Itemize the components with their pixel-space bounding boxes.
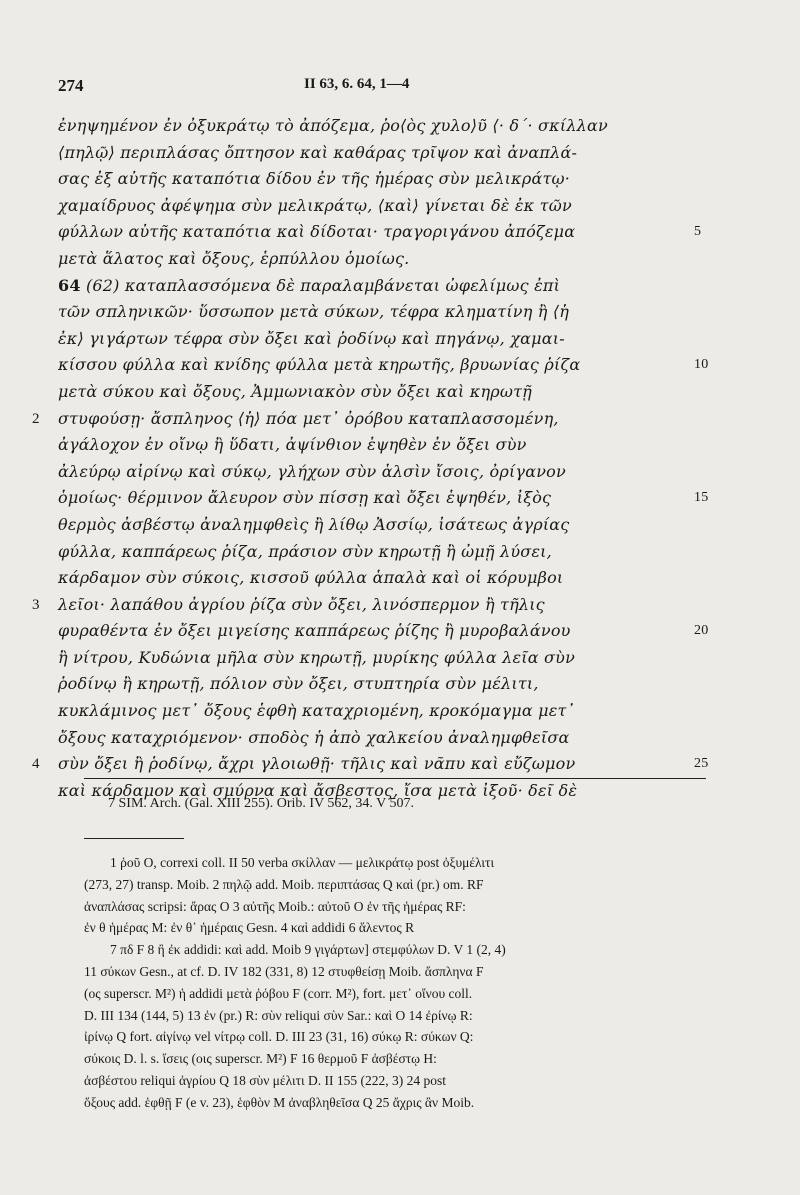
apparatus-line — [0, 961, 800, 983]
text-line-content: κίσσου φύλλα καὶ κνίδης φύλλα μετὰ κηρωτῆς, βρυωνίας ῥίζα — [58, 355, 581, 375]
text-line — [0, 698, 800, 725]
text-line — [0, 352, 800, 379]
text-line-content: στυφούσῃ· ἄσπληνος ⟨ἡ⟩ πόα μετ᾿ ὀρόβου καταπλασσομένη, — [58, 408, 559, 428]
text-line-content: φύλλων αὐτῆς καταπότια καὶ δίδοται· τραγοριγάνου ἀπόζεμα — [58, 222, 576, 242]
apparatus-divider — [84, 838, 184, 839]
marginal-section-number: 2 — [32, 410, 40, 427]
critical-apparatus — [0, 852, 800, 1114]
apparatus-line-content: (273, 27) transp. Moib. 2 πηλῷ add. Moib. περιπτάσας Q καὶ (pr.) om. RF — [84, 876, 484, 892]
text-line-content: μετὰ σύκου καὶ ὄξους, Ἀμμωνιακὸν σὺν ὄξει καὶ κηρωτῇ — [58, 381, 532, 401]
text-line-content: φύλλα, καππάρεως ῥίζα, πράσιον σὺν κηρωτῇ ἢ ὠμῇ λύσει, — [58, 541, 552, 561]
text-line — [0, 193, 800, 220]
running-header-reference: II 63, 6. 64, 1—4 — [304, 76, 410, 92]
text-line — [0, 299, 800, 326]
apparatus-line — [0, 1048, 800, 1070]
apparatus-line — [0, 896, 800, 918]
apparatus-line-content: ἐν θ ἡμέρας M: ἐν θ᾿ ἡμέραις Gesn. 4 καὶ addidi 6 ἅλεντος R — [84, 920, 415, 936]
text-line-content: φυραθέντα ἐν ὄξει μιγείσης καππάρεως ῥίζης ἢ μυροβαλάνου — [58, 621, 571, 641]
apparatus-line-content: ἀναπλάσας scripsi: ἄρας O 3 αὐτῆς Moib.: αὐτοῦ O ἐν τῆς ἡμέρας RF: — [84, 898, 466, 914]
text-line — [0, 592, 800, 619]
text-line — [0, 671, 800, 698]
apparatus-line — [0, 852, 800, 874]
text-line — [0, 406, 800, 433]
text-line-content: λεῖοι· λαπάθου ἀγρίου ῥίζα σὺν ὄξει, λινόσπερμον ἢ τῆλις — [58, 594, 545, 614]
apparatus-line — [0, 917, 800, 939]
apparatus-line-content: ἀσβέστου reliqui ἀγρίου Q 18 σὺν μέλιτι D. II 155 (222, 3) 24 post — [84, 1072, 447, 1088]
marginal-section-number: 4 — [32, 756, 40, 773]
sources-note: 7 SIM. Arch. (Gal. XIII 255). Orib. IV 562, 34. V 507. — [108, 796, 415, 811]
apparatus-line — [0, 874, 800, 896]
text-line — [0, 273, 800, 300]
text-line-content: ⟨πηλῷ⟩ περιπλάσας ὄπτησον καὶ καθάρας τρῖψον καὶ ἀναπλά- — [58, 142, 578, 162]
text-line-content: ἀγάλοχον ἐν οἴνῳ ἢ ὕδατι, ἀψίνθιον ἑψηθὲν ἐν ὄξει σὺν — [58, 435, 527, 455]
line-number: 20 — [694, 623, 709, 639]
text-line-content: καὶ κάρδαμον καὶ σμύρνα καὶ ἄσβεστος, ἴσα μετὰ ἰξοῦ· δεῖ δὲ — [58, 780, 578, 800]
text-line — [0, 645, 800, 672]
apparatus-line — [0, 1026, 800, 1048]
text-line-content: χαμαίδρυος ἀφέψημα σὺν μελικράτῳ, ⟨καὶ⟩ γίνεται δὲ ἐκ τῶν — [58, 195, 572, 215]
apparatus-line — [0, 1005, 800, 1027]
text-line — [0, 326, 800, 353]
text-line-content: (62) καταπλασσόμενα δὲ παραλαμβάνεται ὠφελίμως ἐπὶ — [85, 275, 561, 295]
text-line — [0, 246, 800, 273]
apparatus-line-content: 1 ῥοῦ O, correxi coll. II 50 verba σκίλλαν — μελικράτῳ post ὀξυμέλιτι — [110, 855, 495, 870]
text-line-content: ἐκ⟩ γιγάρτων τέφρα σὺν ὄξει καὶ ῥοδίνῳ καὶ πηγάνῳ, χαμαι- — [58, 328, 565, 348]
text-line — [0, 113, 800, 140]
text-line-content: μετὰ ἅλατος καὶ ὄξους, ἑρπύλλου ὁμοίως. — [58, 248, 410, 268]
text-line-content: σας ἐξ αὐτῆς καταπότια δίδου ἐν τῆς ἡμέρας σὺν μελικράτῳ· — [58, 169, 571, 189]
text-line — [0, 166, 800, 193]
text-line-content: ῥοδίνῳ ἢ κηρωτῇ, πόλιον σὺν ὄξει, στυπτηρία σὺν μέλιτι, — [58, 674, 539, 694]
text-line — [0, 219, 800, 246]
apparatus-line-content: 7 πδ F 8 ἢ ἐκ addidi: καὶ add. Moib 9 γιγάρτων] στεμφύλων D. V 1 (2, 4) — [110, 942, 506, 958]
line-number: 5 — [694, 224, 702, 240]
text-line — [0, 432, 800, 459]
apparatus-line-content: 11 σύκων Gesn., at cf. D. IV 182 (331, 8) 12 στυφθείσῃ Moib. ἄσπληνα F — [84, 963, 484, 979]
line-number: 25 — [694, 756, 709, 772]
apparatus-line-content: D. III 134 (144, 5) 13 ἐν (pr.) R: σὺν reliqui σὺν Sar.: καὶ O 14 ἐρίνῳ R: — [84, 1007, 473, 1023]
line-number: 15 — [694, 490, 709, 506]
text-line — [0, 565, 800, 592]
text-line — [0, 485, 800, 512]
apparatus-line-content: ἰρίνῳ Q fort. αἰγίνῳ vel νίτρῳ coll. D. III 23 (31, 16) σύκῳ R: σύκων Q: — [84, 1029, 474, 1045]
apparatus-line-content: ὄξους add. ἑφθῇ F (e v. 23), ἑφθὸν M ἀναβληθεῖσα Q 25 ἄχρις ἂν Moib. — [84, 1094, 475, 1110]
text-line — [0, 725, 800, 752]
text-line — [0, 539, 800, 566]
text-line-content: ἢ νίτρου, Κυδώνια μῆλα σὺν κηρωτῇ, μυρίκης φύλλα λεῖα σὺν — [58, 647, 576, 667]
text-line-content: ὄξους καταχριόμενον· σποδὸς ἡ ἀπὸ χαλκείου ἀναλημφθεῖσα — [58, 727, 570, 747]
text-line-content: τῶν σπληνικῶν· ὕσσωπον μετὰ σύκων, τέφρα κληματίνη ἢ ⟨ἡ — [58, 302, 570, 322]
text-line-content: κυκλάμινος μετ᾿ ὄξους ἑφθὴ καταχριομένη, κροκόμαγμα μετ᾿ — [58, 701, 575, 721]
text-line-content: ἐνηψημένον ἐν ὀξυκράτῳ τὸ ἀπόζεμα, ῥο⟨ὸς χυλο⟩ῦ ⟨· δ΄· σκίλλαν — [58, 116, 608, 135]
text-line-content: ὁμοίως· θέρμινον ἄλευρον σὺν πίσσῃ καὶ ὄξει ἑψηθέν, ἰξὸς — [58, 488, 552, 508]
text-line — [0, 512, 800, 539]
apparatus-line — [0, 1070, 800, 1092]
section-number: 64 — [58, 275, 81, 295]
apparatus-line-content: σύκοις D. l. s. ἴσεις (οις superscr. M²) F 16 θερμοῦ F ἀσβέστῳ H: — [84, 1051, 437, 1067]
marginal-section-number: 3 — [32, 596, 40, 613]
text-line — [0, 140, 800, 167]
text-line — [0, 751, 800, 778]
text-line — [0, 379, 800, 406]
apparatus-line — [0, 983, 800, 1005]
page-number: 274 — [58, 76, 84, 95]
text-line — [0, 618, 800, 645]
line-number: 10 — [694, 357, 709, 373]
text-line-content: θερμὸς ἀσβέστῳ ἀναλημφθεὶς ἢ λίθῳ Ἀσσίῳ, ἰσάτεως ἀγρίας — [58, 514, 570, 534]
footnote-divider — [84, 778, 706, 779]
text-line-content: κάρδαμον σὺν σύκοις, κισσοῦ φύλλα ἁπαλὰ καὶ οἱ κόρυμβοι — [58, 568, 564, 588]
text-line — [0, 459, 800, 486]
apparatus-line-content: (ος superscr. M²) ἡ addidi μετὰ ῥόβου F (corr. M²), fort. μετ᾿ οἴνου coll. — [84, 985, 473, 1001]
text-line-content: ἀλεύρῳ αἰρίνῳ καὶ σύκῳ, γλήχων σὺν ἁλσὶν ἴσοις, ὀρίγανον — [58, 461, 566, 481]
text-line-content: σὺν ὄξει ἢ ῥοδίνῳ, ἄχρι γλοιωθῇ· τῆλις καὶ νᾶπυ καὶ εὔζωμον — [58, 754, 576, 774]
apparatus-line — [0, 1092, 800, 1114]
apparatus-line — [0, 939, 800, 961]
main-greek-text — [0, 113, 800, 804]
